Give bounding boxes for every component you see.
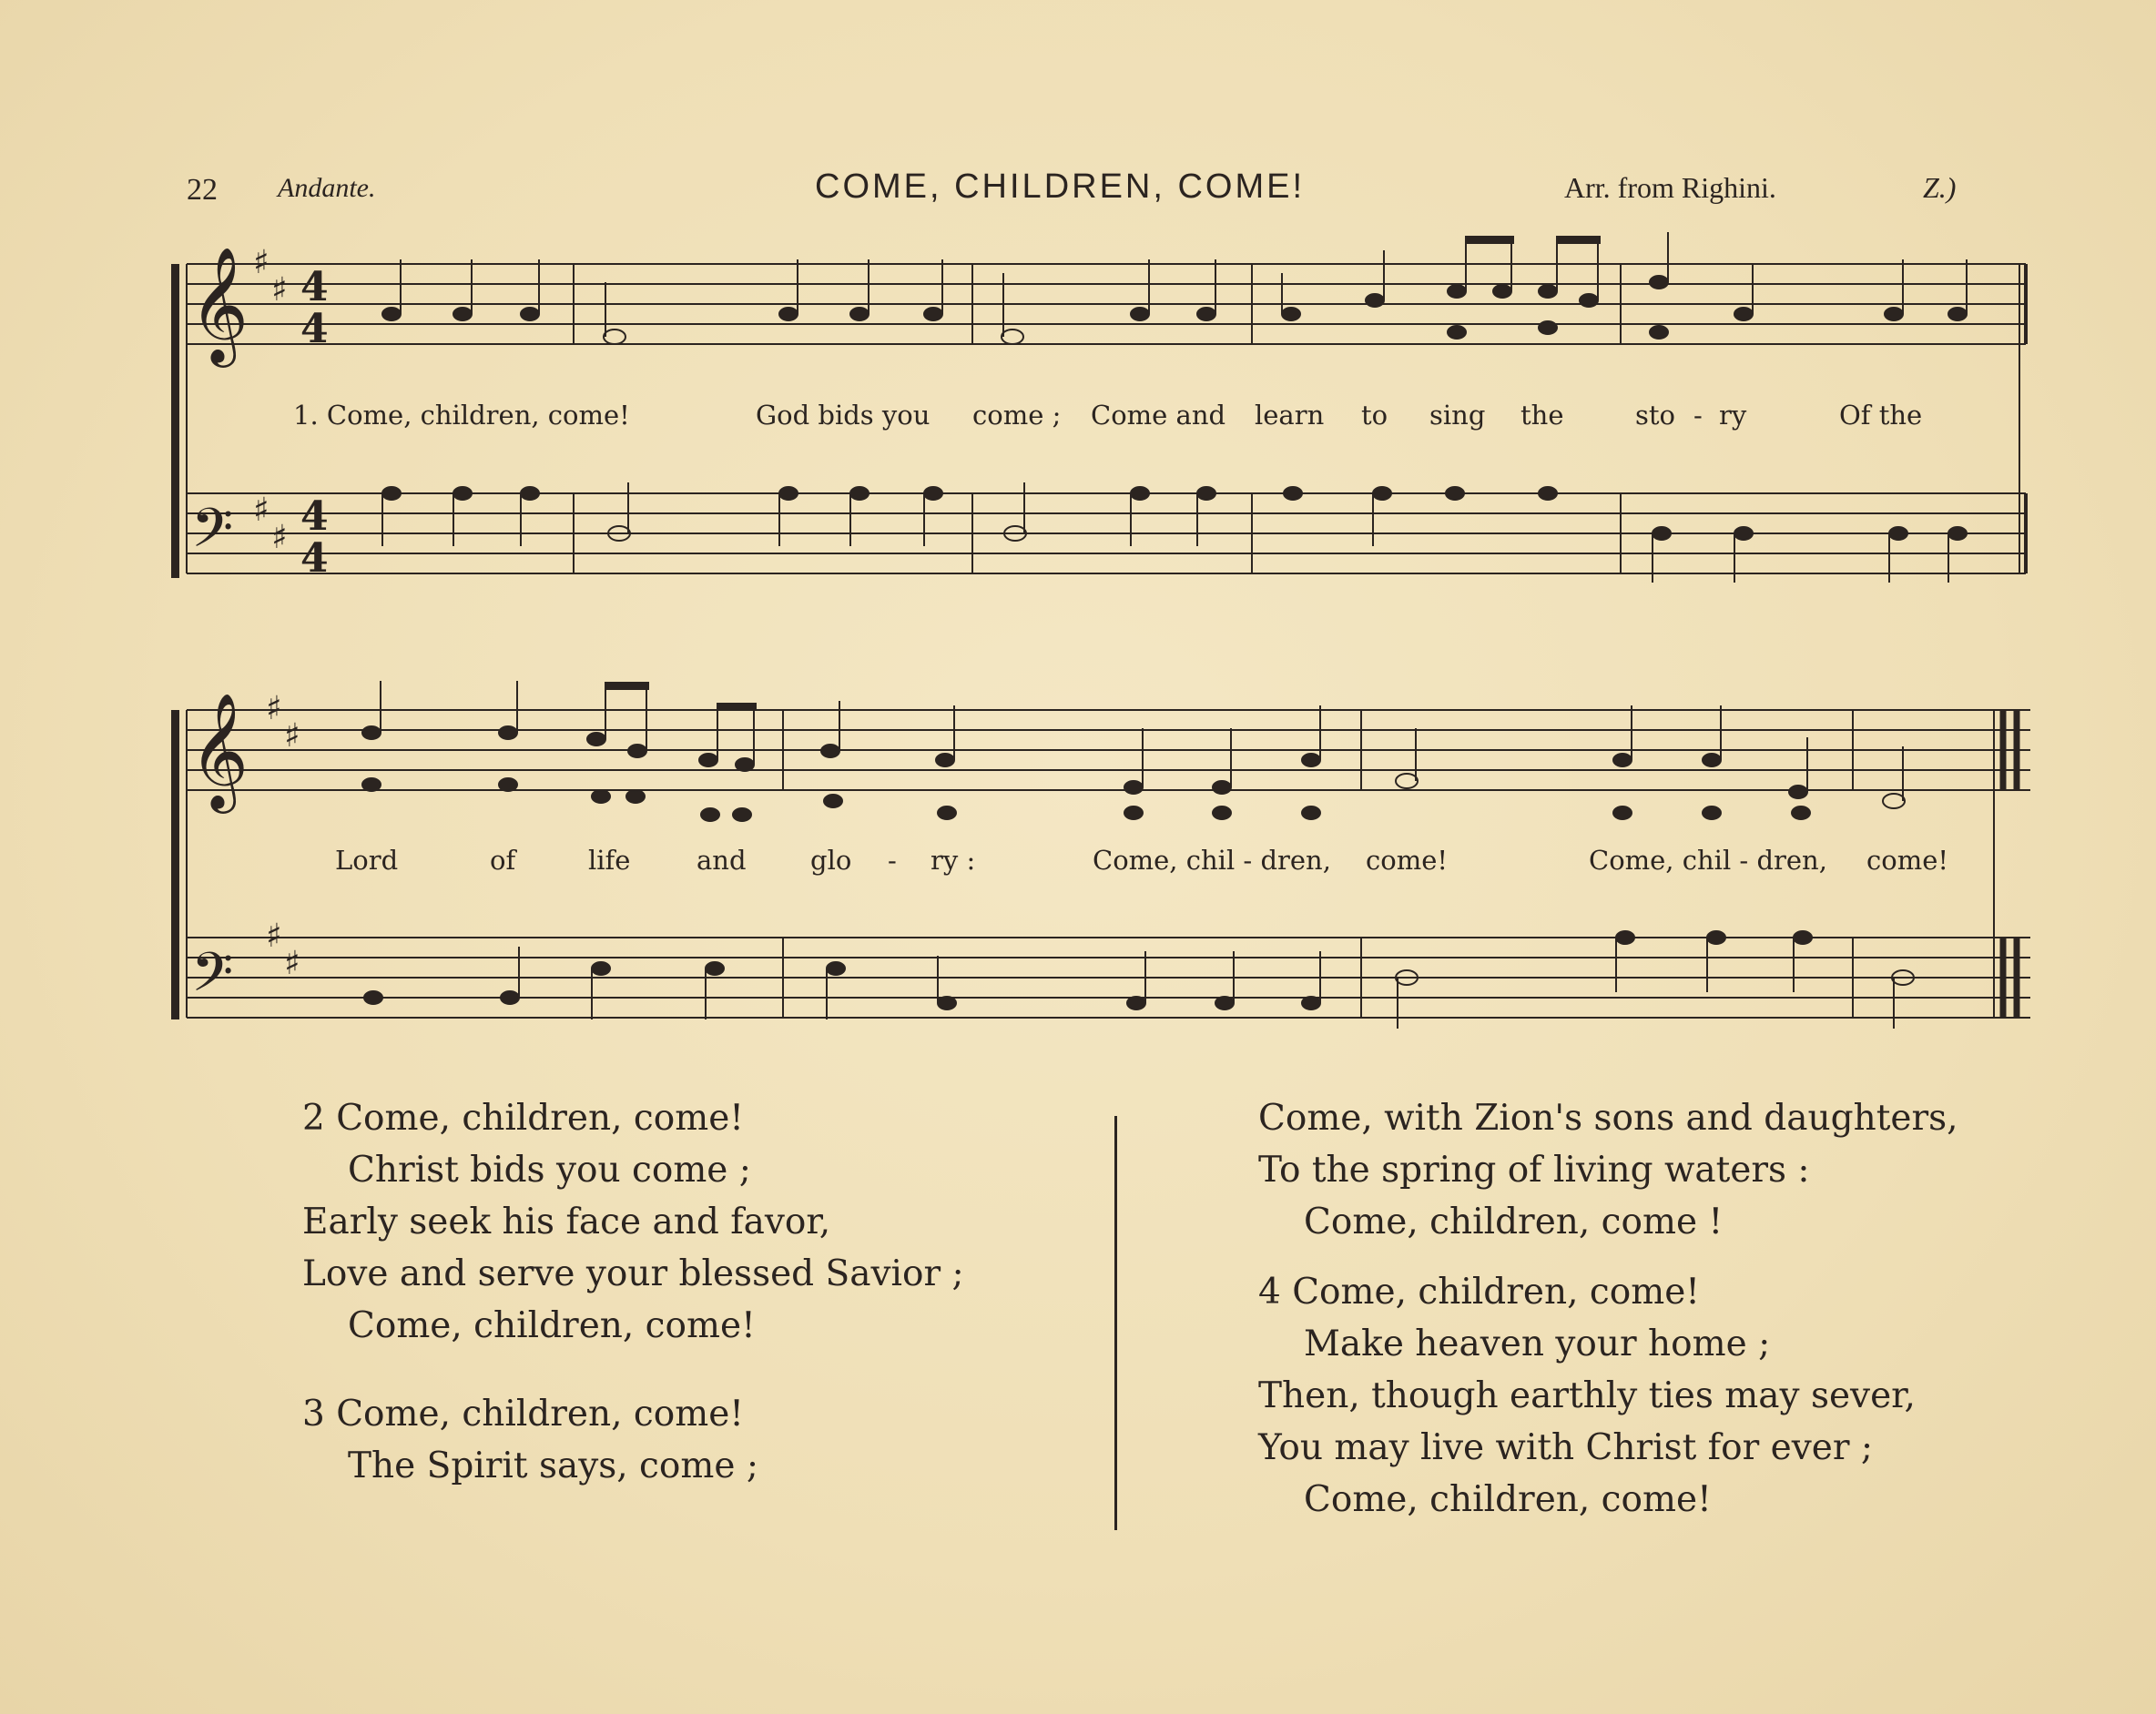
note-head: [1885, 308, 1903, 320]
verse-line: 4 Come, children, come!: [1258, 1272, 1700, 1313]
lyric: sto: [1635, 400, 1675, 431]
lyric: 1. Come, children, come!: [293, 400, 630, 431]
editor-mark: Z.): [1923, 171, 1957, 204]
tempo-marking: Andante.: [278, 173, 376, 203]
lyric: Lord: [335, 845, 399, 876]
sharp-icon: ♯: [253, 492, 270, 529]
verses-section: [0, 1092, 2156, 1547]
sharp-icon: ♯: [271, 271, 288, 309]
lyric: come!: [1366, 845, 1449, 876]
note-head: [1366, 294, 1384, 307]
note-head: [850, 308, 869, 320]
sharp-icon: ♯: [266, 690, 282, 727]
lyric: sing: [1429, 400, 1486, 431]
stanza-gap: [1258, 1248, 2078, 1266]
bass-clef-icon: 𝄢: [191, 496, 234, 573]
note-head: [1197, 308, 1215, 320]
verse-line: Come, children, come !: [1304, 1202, 1724, 1242]
verse-line: To the spring of living waters :: [1258, 1150, 1810, 1191]
system2-brace: [171, 710, 179, 1019]
note-head: [1448, 285, 1466, 298]
lyric: Of the: [1839, 400, 1923, 431]
stanza-gap: [302, 1352, 1085, 1388]
note-head: [1948, 308, 1967, 320]
note-head: [604, 330, 625, 344]
lyric: and: [697, 845, 747, 876]
bass-clef-icon: 𝄢: [191, 940, 234, 1017]
time-signature-bottom: 4: [300, 535, 329, 582]
note-head: [1650, 276, 1668, 289]
note-head: [453, 308, 472, 320]
verse-line: Come, children, come!: [348, 1305, 756, 1346]
sharp-icon: ♯: [253, 244, 270, 281]
lyric: ry :: [931, 845, 976, 876]
lyric: Come, chil - dren,: [1589, 845, 1827, 876]
lyric: God bids you: [756, 400, 931, 431]
lyric: Come, chil - dren,: [1093, 845, 1331, 876]
treble-clef-icon: 𝄞: [189, 692, 249, 808]
verse-line: Make heaven your home ;: [1304, 1324, 1771, 1364]
lyric: Come and: [1091, 400, 1226, 431]
lyric: -: [888, 845, 897, 876]
arranger-credit: Arr. from Righini.: [1564, 171, 1776, 204]
verses-right-column: [1258, 1092, 2078, 1526]
note-head: [382, 308, 401, 320]
verse-line: Then, though earthly ties may sever,: [1258, 1375, 1916, 1416]
treble-clef-icon: 𝄞: [189, 246, 249, 362]
note-head: [779, 308, 798, 320]
note-head: [1734, 308, 1753, 320]
page-number: 22: [187, 173, 218, 207]
hymn-title: COME, CHILDREN, COME!: [815, 167, 1306, 206]
lyric: ry: [1719, 400, 1747, 431]
verses-left-column: [302, 1092, 1085, 1492]
verse-line: 2 Come, children, come!: [302, 1098, 744, 1139]
lyric: of: [490, 845, 516, 876]
system2-treble-staff: [187, 710, 2030, 790]
system1-brace: [171, 264, 179, 578]
verse-line: The Spirit says, come ;: [348, 1445, 758, 1486]
note-head: [521, 308, 539, 320]
sharp-icon: ♯: [266, 918, 282, 955]
verse-line: Come, children, come!: [1304, 1479, 1712, 1520]
lyric: come!: [1866, 845, 1949, 876]
sharp-icon: ♯: [271, 519, 288, 556]
note-head: [1131, 308, 1149, 320]
column-divider: [1114, 1116, 1117, 1530]
sharp-icon: ♯: [284, 717, 300, 755]
lyric: the: [1520, 400, 1564, 431]
verse-line: 3 Come, children, come!: [302, 1394, 744, 1435]
system2-bass-notes: [364, 931, 1914, 1029]
lyric: life: [588, 845, 631, 876]
lyric: come ;: [972, 400, 1062, 431]
verse-line: Early seek his face and favor,: [302, 1202, 831, 1242]
system2-bass-staff: [187, 938, 2030, 1018]
time-signature-top: 4: [300, 264, 329, 310]
system1-treble-notes: [382, 232, 1967, 344]
lyric: to: [1361, 400, 1388, 431]
sharp-icon: ♯: [284, 945, 300, 982]
verse-line: Love and serve your blessed Savior ;: [302, 1253, 964, 1294]
note-head: [924, 308, 942, 320]
lyric: learn: [1255, 400, 1325, 431]
time-signature-top: 4: [300, 493, 329, 540]
lyric: -: [1693, 400, 1703, 431]
note-head: [1282, 308, 1300, 320]
verse-line: Come, with Zion's sons and daughters,: [1258, 1098, 1958, 1139]
note-head: [1002, 330, 1023, 344]
verse-line: Christ bids you come ;: [348, 1150, 751, 1191]
lyric: glo: [810, 845, 852, 876]
time-signature-bottom: 4: [300, 306, 329, 352]
system1-treble-staff: [187, 264, 2026, 344]
verse-line: You may live with Christ for ever ;: [1258, 1427, 1873, 1468]
